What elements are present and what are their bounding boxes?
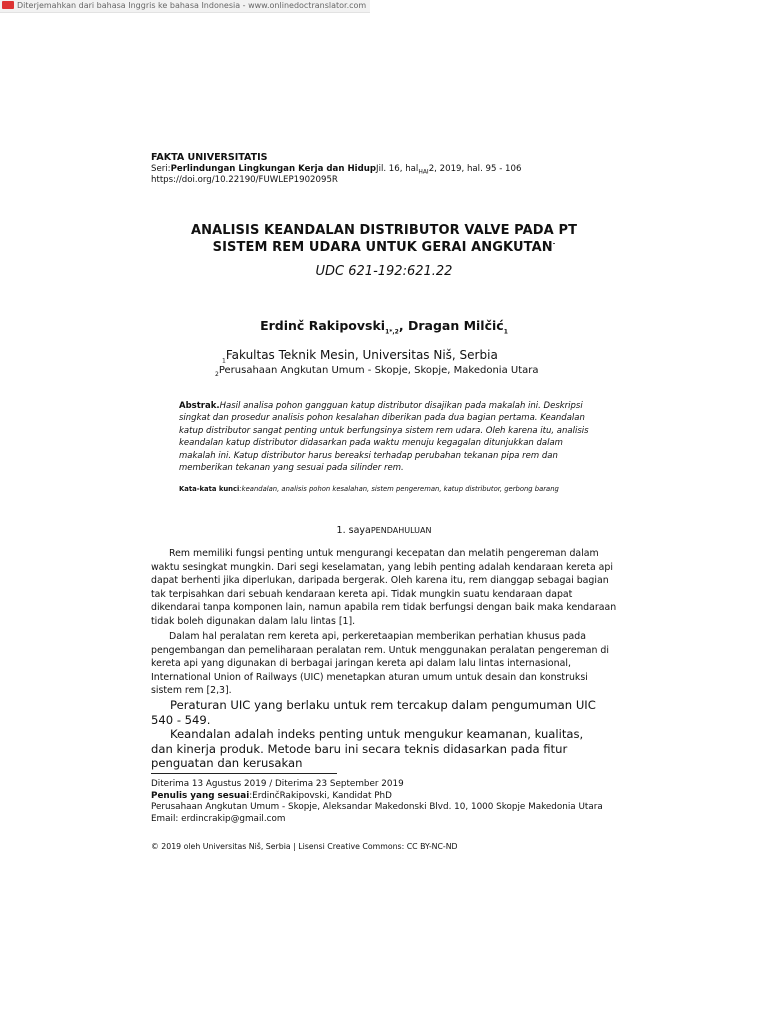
translator-banner[interactable]: [0, 0, 370, 13]
author-2-marks: 1: [503, 328, 508, 336]
paper-title-line1: ANALISIS KEANDALAN DISTRIBUTOR VALVE PADA PT: [190, 223, 578, 238]
udc-code: UDC 621-192:621.22: [315, 264, 453, 279]
section-heading-1: [0, 525, 768, 536]
affiliation-1-mark: 1: [222, 357, 226, 365]
author-1: Erdinč Rakipovski: [260, 318, 386, 333]
abstract-text: Hasil analisa pohon gangguan katup distributor disajikan pada makalah ini. Deskripsi singkat dan prosedur analisis pohon kesalahan diberikan pada dua bagian pertama. Keandalan katup distributor sangat penting untuk berfungsinya sistem rem udara. Oleh karena itu, analisis keandalan katup distributor didasarkan pada waktu menuju kegagalan ditunjukkan dalam makalah ini. Katup distributor harus bereaksi terhadap perubahan tekanan pipa rem dan memberikan tekanan yang sesuai pada silinder rem.: [179, 401, 589, 474]
corresponding-author: [151, 791, 603, 803]
abstract-label: Abstrak.: [179, 401, 220, 411]
abstract: [179, 400, 591, 474]
series-prefix: Seri:: [151, 164, 171, 174]
affiliation-2: [215, 365, 538, 378]
author-separator: ,: [398, 318, 408, 333]
author-1-marks: 1*,2: [385, 328, 399, 336]
author-address: Perusahaan Angkutan Umum - Skopje, Aleksandar Makedonski Blvd. 10, 1000 Skopje Makedonia Utara: [151, 802, 603, 812]
paper-title-line2-text: SISTEM REM UDARA UNTUK GERAI ANGKUTAN: [212, 240, 553, 255]
journal-name: FAKTA UNIVERSITATIS: [151, 152, 268, 163]
author-2: Dragan Milčić: [407, 318, 504, 333]
paragraph-4-text: Keandalan adalah indeks penting untuk mengukur keamanan, kualitas, dan kinerja produk. Metode baru ini secara teknis didasarkan pada fitur penguatan dan kerusakan: [151, 727, 584, 770]
section-title: PENDAHULUAN: [370, 526, 432, 535]
title-footnote-mark: -: [552, 240, 556, 248]
paragraph-2: [151, 630, 619, 698]
paragraph-3: [151, 698, 603, 771]
paragraph-1-text: Rem memiliki fungsi penting untuk mengurangi kecepatan dan melatih pengereman dalam waktu sesingkat mungkin. Dari segi keselamatan, yang lebih penting adalah kendaraan kereta api dapat berhenti jika diperlukan, daripada bergerak. Oleh karena itu, rem dianggap sebagai bagian tak terpisahkan dari sebuah kendaraan kereta api. Tidak mungkin suatu kendaraan dapat dikendarai tanpa komponen lain, namun apabila rem tidak berfungsi dengan baik maka kendaraan tidak boleh digunakan dalam lalu lintas [1].: [151, 548, 617, 627]
corresponding-label: Penulis yang sesuai: [151, 790, 250, 801]
corresponding-value: :ErdinčRakipovski, Kandidat PhD: [249, 790, 392, 801]
affiliation-1-text: Fakultas Teknik Mesin, Universitas Niš, Serbia: [225, 348, 498, 362]
paper-title-line2: [0, 240, 768, 255]
received-dates: Diterima 13 Agustus 2019 / Diterima 23 September 2019: [151, 779, 404, 789]
affiliation-1: [222, 348, 498, 364]
section-number: 1. saya: [336, 525, 371, 536]
keywords-text: :keandalan, analisis pohon kesalahan, sistem pengereman, katup distributor, gerbong barang: [239, 485, 559, 493]
translator-banner-text: Diterjemahkan dari bahasa Inggris ke bahasa Indonesia - www.onlinedoctranslator.com: [17, 1, 367, 10]
affiliation-2-text: Perusahaan Angkutan Umum - Skopje, Skopje, Makedonia Utara: [218, 365, 539, 376]
paragraph-2-text: Dalam hal peralatan rem kereta api, perkeretaapian memberikan perhatian khusus pada pengembangan dan pemeliharaan peralatan rem. Untuk menggunakan peralatan pengereman di kereta api yang digunakan di berbagai jaringan kereta api dalam lalu lintas internasional, International Union of Railways (UIC) menetapkan aturan umum untuk desain dan konstruksi sistem rem [2,3].: [151, 631, 609, 696]
volume-pre: Jil. 16, hal: [376, 164, 419, 174]
volume-sub: HAI: [418, 168, 429, 176]
paragraph-1: [151, 547, 619, 628]
series-name: Perlindungan Lingkungan Kerja dan Hidup: [170, 164, 377, 174]
authors-line: [0, 318, 768, 336]
footnote-rule: [151, 773, 337, 774]
volume-post: 2, 2019, hal. 95 - 106: [428, 164, 522, 174]
affiliation-2-mark: 2: [215, 371, 219, 378]
author-email[interactable]: Email: erdincrakip@gmail.com: [151, 813, 286, 824]
keywords: [179, 485, 559, 493]
footnotes: [151, 779, 603, 825]
doi-link[interactable]: https://doi.org/10.22190/FUWLEP1902095R: [151, 175, 338, 185]
paragraph-3-text: Peraturan UIC yang berlaku untuk rem tercakup dalam pengumuman UIC 540 - 549.: [151, 698, 596, 727]
license-line: © 2019 oleh Universitas Niš, Serbia | Lisensi Creative Commons: CC BY-NC-ND: [151, 842, 458, 851]
translator-logo-icon: [2, 1, 14, 9]
keywords-label: Kata-kata kunci: [179, 485, 240, 493]
